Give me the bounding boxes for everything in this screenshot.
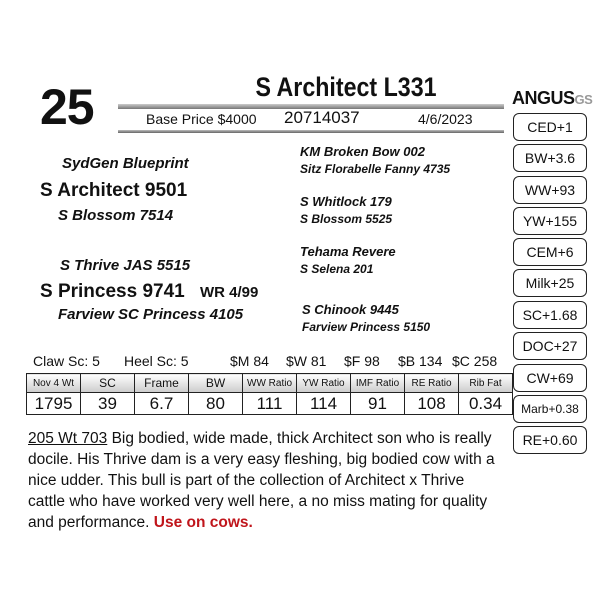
epd-box: RE+0.60 [513, 426, 587, 454]
pedigree-dam: S Princess 9741 [40, 281, 185, 302]
angus-logo [512, 88, 592, 109]
performance-value-cell: 1795 [27, 393, 81, 415]
pedigree-dam-note: WR 4/99 [200, 284, 259, 301]
performance-value-cell: 114 [297, 393, 351, 415]
performance-header-cell: Nov 4 Wt [27, 374, 81, 393]
performance-header-cell: SC [81, 374, 135, 393]
description [28, 428, 500, 533]
description-body: Big bodied, wide made, thick Architect son who is really docile. His Thrive dam is a very easy fleshing, big bodied cow with a nice udder. This bull is part of the collection of Architect x Thrive cattle who have worked very well here, a no miss mating for quality and performance. [28, 430, 495, 531]
index-f: $F 98 [344, 353, 380, 369]
performance-header-cell: YW Ratio [297, 374, 351, 393]
logo-suffix: GS [574, 92, 593, 107]
performance-header-row [27, 374, 513, 393]
performance-value-cell: 108 [405, 393, 459, 415]
index-w: $W 81 [286, 353, 327, 369]
weaning-weight: 205 Wt 703 [28, 430, 108, 447]
pedigree-dd-dam: Farview Princess 5150 [302, 320, 431, 334]
epd-box: Milk+25 [513, 269, 587, 297]
performance-value-cell: 39 [81, 393, 135, 415]
performance-value-cell: 91 [351, 393, 405, 415]
epd-box: CEM+6 [513, 238, 587, 266]
epd-box: CED+1 [513, 113, 587, 141]
epd-box: YW+155 [513, 207, 587, 235]
performance-header-cell: IMF Ratio [351, 374, 405, 393]
pedigree-sd-dam: S Blossom 5525 [300, 212, 393, 226]
pedigree-ds-dam: S Selena 201 [300, 262, 374, 276]
index-c: $C 258 [452, 353, 498, 369]
registration-number: 20714037 [284, 108, 360, 127]
pedigree-sd-sire: S Whitlock 179 [300, 194, 392, 209]
epd-box: CW+69 [513, 364, 587, 392]
index-b: $B 134 [398, 353, 443, 369]
performance-header-cell: BW [189, 374, 243, 393]
epd-box: SC+1.68 [513, 301, 587, 329]
epd-box: Marb+0.38 [513, 395, 587, 423]
pedigree-dd-sire: S Chinook 9445 [302, 302, 399, 317]
performance-value-cell: 6.7 [135, 393, 189, 415]
performance-header-cell: WW Ratio [243, 374, 297, 393]
index-m: $M 84 [230, 353, 269, 369]
pedigree-sire: S Architect 9501 [40, 180, 188, 201]
logo-main: ANGUS [512, 88, 575, 108]
pedigree-dam-sire: S Thrive JAS 5515 [60, 257, 191, 274]
performance-header-cell: RE Ratio [405, 374, 459, 393]
base-price: Base Price $4000 [146, 111, 257, 127]
pedigree-ss-dam: Sitz Florabelle Fanny 4735 [300, 162, 451, 176]
performance-value-cell: 80 [189, 393, 243, 415]
performance-header-cell: Rib Fat [459, 374, 513, 393]
pedigree-sire-sire: SydGen Blueprint [62, 155, 189, 172]
performance-value-row [27, 393, 513, 415]
pedigree-dam-dam: Farview SC Princess 4105 [58, 306, 244, 323]
birth-date: 4/6/2023 [418, 111, 473, 127]
usage-note: Use on cows. [153, 514, 253, 531]
epd-box: WW+93 [513, 176, 587, 204]
epd-box: DOC+27 [513, 332, 587, 360]
pedigree-sire-dam: S Blossom 7514 [58, 207, 174, 224]
pedigree-ds-sire: Tehama Revere [300, 244, 396, 259]
claw-score: Claw Sc: 5 [33, 353, 100, 369]
performance-header-cell: Frame [135, 374, 189, 393]
info-rule [118, 130, 504, 133]
performance-table [26, 373, 513, 415]
heel-score: Heel Sc: 5 [124, 353, 189, 369]
animal-name: S Architect L331 [255, 72, 437, 102]
performance-value-cell: 0.34 [459, 393, 513, 415]
performance-value-cell: 111 [243, 393, 297, 415]
lot-number: 25 [40, 79, 94, 135]
epd-box: BW+3.6 [513, 144, 587, 172]
pedigree-ss-sire: KM Broken Bow 002 [300, 144, 425, 159]
